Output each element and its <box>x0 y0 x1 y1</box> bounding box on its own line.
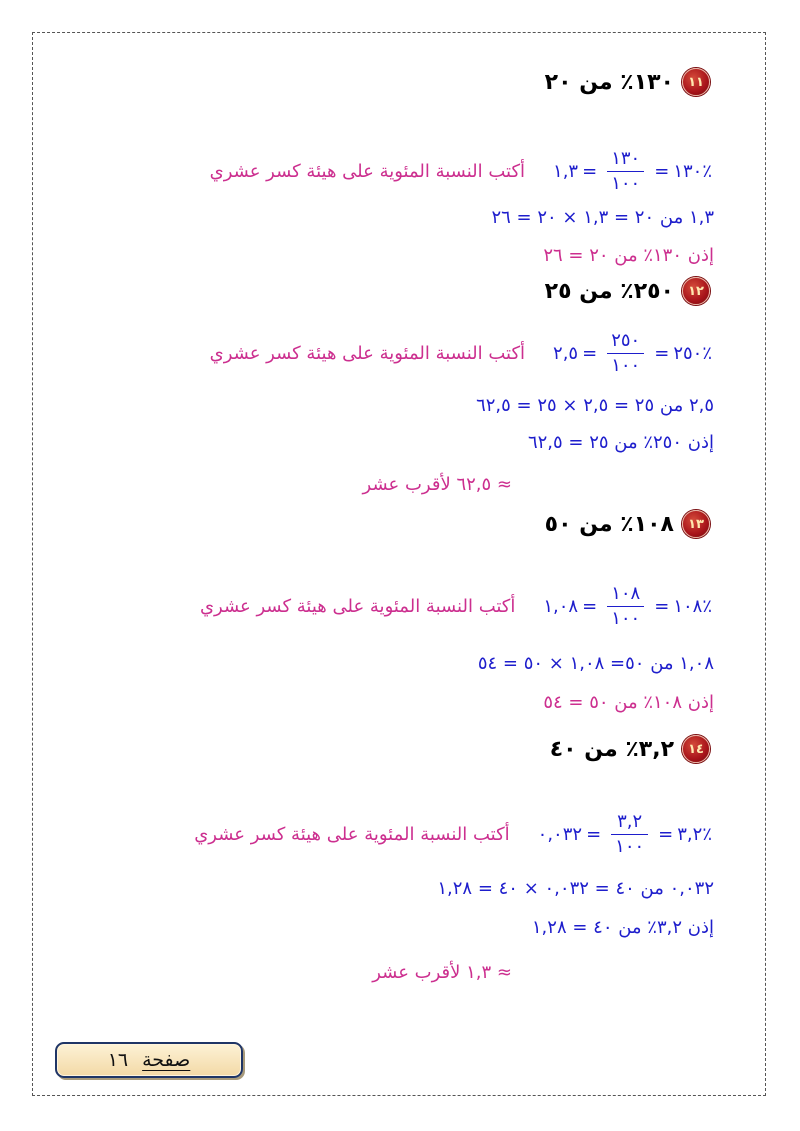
problem-11-calculation: ١,٣ من ٢٠ = ١,٣ × ٢٠ = ٢٦ <box>491 207 714 228</box>
problem-14-equation <box>194 813 712 856</box>
decimal-value: ٠,٠٣٢ <box>537 824 583 845</box>
instruction-note: أكتب النسبة المئوية على هيئة كسر عشري <box>209 343 526 364</box>
problem-12-heading <box>545 277 710 305</box>
fraction <box>607 150 644 193</box>
decimal-value: ١,٠٨ <box>543 596 579 617</box>
problem-number-badge: ١٣ <box>682 510 710 538</box>
fraction-numerator: ٢٥٠ <box>611 330 641 351</box>
problem-12-conclusion: إذن ٢٥٠٪ من ٢٥ = ٦٢,٥ <box>527 432 714 453</box>
page-number-tab <box>55 1042 243 1078</box>
problem-14-rounding: ≈ ١,٣ لأقرب عشر <box>372 962 512 983</box>
equals-sign: = <box>654 343 670 364</box>
problem-title: ١٠٨٪ من ٥٠ <box>544 511 674 537</box>
equals-sign: = <box>586 824 602 845</box>
equals-sign: = <box>654 596 670 617</box>
problem-13-conclusion: إذن ١٠٨٪ من ٥٠ = ٥٤ <box>543 692 714 713</box>
problem-11-heading <box>545 68 710 96</box>
problem-14-calculation: ٠,٠٣٢ من ٤٠ = ٠,٠٣٢ × ٤٠ = ١,٢٨ <box>437 878 714 899</box>
percent-value: ٪٢٥٠ <box>673 343 712 364</box>
equals-sign: = <box>582 161 598 182</box>
page-label: صفحة <box>142 1049 191 1071</box>
equals-sign: = <box>654 161 670 182</box>
fraction-denominator: ١٠٠ <box>611 834 648 856</box>
instruction-note: أكتب النسبة المئوية على هيئة كسر عشري <box>194 824 510 845</box>
problem-number-badge: ١١ <box>682 68 710 96</box>
fraction-numerator: ١٠٨ <box>611 583 641 604</box>
fraction <box>607 585 644 628</box>
instruction-note: أكتب النسبة المئوية على هيئة كسر عشري <box>209 161 526 182</box>
instruction-note: أكتب النسبة المئوية على هيئة كسر عشري <box>199 596 516 617</box>
equals-sign: = <box>658 824 674 845</box>
page-number: ١٦ <box>107 1049 129 1071</box>
problem-number-badge: ١٢ <box>682 277 710 305</box>
problem-13-calculation: ١,٠٨ من ٥٠= ١,٠٨ × ٥٠ = ٥٤ <box>477 653 714 674</box>
fraction-denominator: ١٠٠ <box>607 606 644 628</box>
problem-title: ١٣٠٪ من ٢٠ <box>544 69 674 95</box>
decimal-value: ٢,٥ <box>553 343 579 364</box>
equals-sign: = <box>582 596 598 617</box>
fraction <box>607 332 644 375</box>
problem-14-conclusion: إذن ٣,٢٪ من ٤٠ = ١,٢٨ <box>531 917 714 938</box>
problem-12-equation <box>210 332 712 375</box>
fraction-numerator: ١٣٠ <box>611 148 641 169</box>
problem-11-equation <box>210 150 712 193</box>
fraction <box>611 813 648 856</box>
fraction-numerator: ٣,٢ <box>617 811 643 832</box>
problem-13-equation <box>200 585 712 628</box>
problem-12-rounding: ≈ ٦٢,٥ لأقرب عشر <box>362 474 512 495</box>
problem-13-heading <box>545 510 710 538</box>
problem-12-calculation: ٢,٥ من ٢٥ = ٢,٥ × ٢٥ = ٦٢,٥ <box>476 395 714 416</box>
percent-value: ٪١٣٠ <box>673 161 712 182</box>
percent-value: ٪١٠٨ <box>673 596 712 617</box>
problem-11-conclusion: إذن ١٣٠٪ من ٢٠ = ٢٦ <box>543 245 714 266</box>
problem-14-heading <box>550 735 710 763</box>
percent-value: ٪٣,٢ <box>677 824 712 845</box>
decimal-value: ١,٣ <box>553 161 579 182</box>
fraction-denominator: ١٠٠ <box>607 171 644 193</box>
fraction-denominator: ١٠٠ <box>607 353 644 375</box>
problem-number-badge: ١٤ <box>682 735 710 763</box>
equals-sign: = <box>582 343 598 364</box>
problem-title: ٣,٢٪ من ٤٠ <box>549 736 674 762</box>
problem-title: ٢٥٠٪ من ٢٥ <box>544 278 674 304</box>
